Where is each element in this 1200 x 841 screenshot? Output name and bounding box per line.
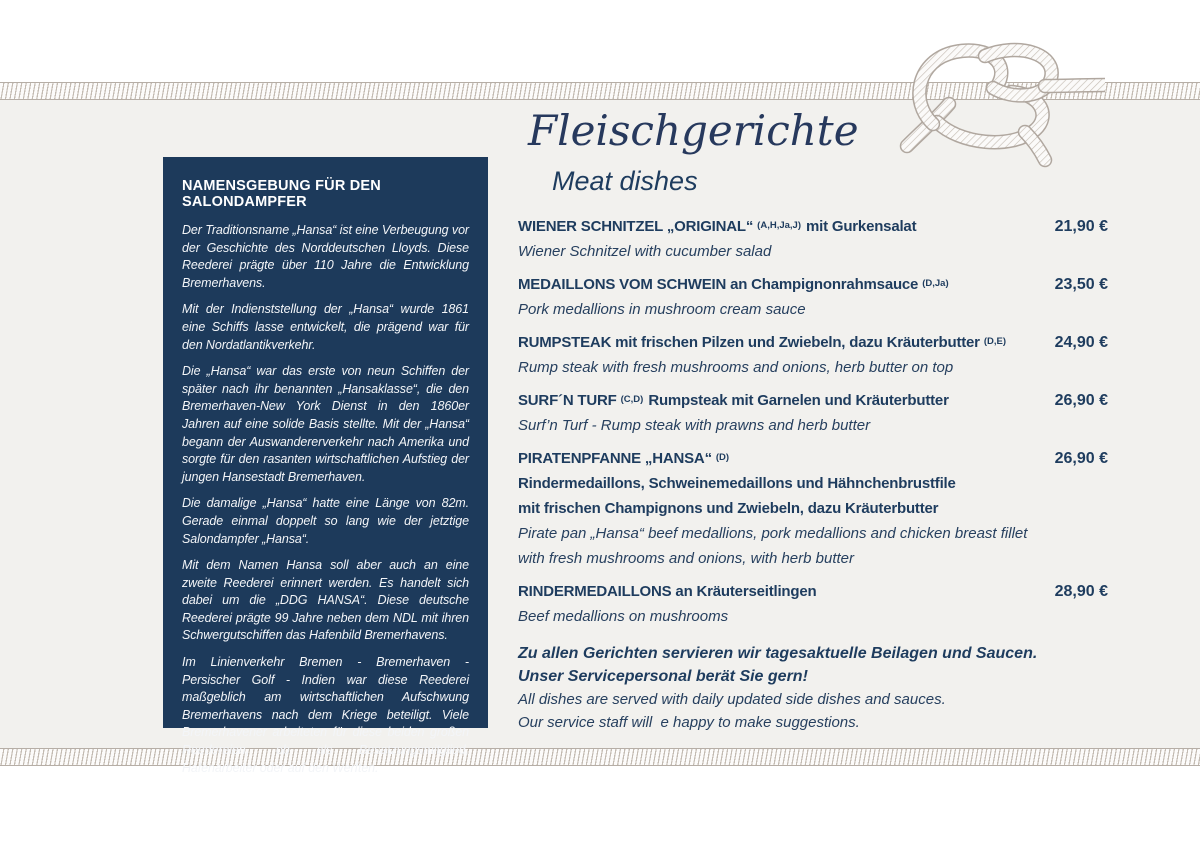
page-title-script: Fleischgerichte — [528, 106, 859, 155]
dish-name-suffix: mit Gurkensalat — [806, 218, 917, 235]
dish-description: Surf’n Turf - Rump steak with prawns and herb butter — [518, 417, 871, 434]
dish-name: MEDAILLONS VOM SCHWEIN an Champignonrahmsauce — [518, 276, 919, 293]
dish-description: Pork medallions in mushroom cream sauce — [518, 301, 806, 318]
dish-name-suffix: Rumpsteak mit Garnelen und Kräuterbutter — [648, 392, 949, 409]
dish-title-row — [518, 388, 1108, 413]
dish-title-row — [518, 214, 1108, 239]
service-notes — [518, 642, 1108, 734]
dish-price: 21,90 € — [1054, 218, 1108, 235]
menu-item — [518, 272, 1108, 322]
dish-price: 24,90 € — [1054, 334, 1108, 351]
dish-price: 28,90 € — [1054, 583, 1108, 600]
allergen-superscript: (C,D) — [620, 394, 644, 405]
service-note-en: All dishes are served with daily updated side dishes and sauces. — [518, 691, 946, 708]
rope-knot-icon — [893, 26, 1105, 168]
dish-title-row — [518, 330, 1108, 355]
menu-item — [518, 330, 1108, 380]
info-paragraph: Die „Hansa“ war das erste von neun Schiffen der später nach ihr benannten „Hansaklasse“, die den Bremerhaven-New York Dienst in den 1860er Jahren auf eine solide Basis stellte. Mit der „Hansa“ begann der Auswandererverkehr nach Amerika und sorgte für den rasanten wirtschaftlichen Aufstieg der jungen Hansestadt Bremerhaven. — [182, 364, 469, 484]
info-paragraph: Mit dem Namen Hansa soll aber auch an eine zweite Reederei erinnert werden. Es handelt sich dabei um die „DDG HANSA“. Diese deutsche Reederei prägte 99 Jahre neben dem NDL mit ihren Schwergutschiffen das Hafenbild Bremerhavens. — [182, 558, 469, 643]
dish-description: with fresh mushrooms and onions, with herb butter — [518, 550, 854, 567]
allergen-superscript: (D,Ja) — [922, 278, 949, 289]
dish-description: Beef medallions on mushrooms — [518, 608, 729, 625]
dish-name: RUMPSTEAK mit frischen Pilzen und Zwiebeln, dazu Kräuterbutter — [518, 334, 980, 351]
dish-name: RINDERMEDAILLONS an Kräuterseitlingen — [518, 583, 817, 600]
info-paragraph: Die damalige „Hansa“ hatte eine Länge von 82m. Gerade einmal doppelt so lang wie der jetztige Salondampfer „Hansa“. — [182, 496, 469, 546]
allergen-superscript: (D,E) — [983, 336, 1006, 347]
allergen-superscript: (D) — [715, 452, 730, 463]
dish-price: 26,90 € — [1054, 392, 1108, 409]
dish-title-row — [518, 446, 1108, 471]
dish-description: Wiener Schnitzel with cucumber salad — [518, 243, 772, 260]
dish-description: Pirate pan „Hansa“ beef medallions, pork medallions and chicken breast fillet — [518, 525, 1028, 542]
dish-description: Rump steak with fresh mushrooms and onions, herb butter on top — [518, 359, 954, 376]
dish-detail-line: mit frischen Champignons und Zwiebeln, dazu Kräuterbutter — [518, 500, 939, 517]
info-paragraph: Im Linienverkehr Bremen - Bremerhaven - Persischer Golf - Indien war diese Reederei maßgeblich am wirtschaftlichen Aufschwung Bremerhavens nach dem Kriege beteiligt. Viele Bremerhavener arbeiteten für diese beiden großen Reedereien, ob als Besatzungsmitglied, Hafenarbeiter oder auf den Werften. — [182, 655, 469, 775]
dish-name: SURF´N TURF — [518, 392, 617, 409]
dish-detail-line: Rindermedaillons, Schweinemedaillons und Hähnchenbrustfile — [518, 475, 956, 492]
rope-border-bottom-icon — [0, 748, 1200, 766]
service-note-en: Our service staff will e happy to make suggestions. — [518, 714, 860, 731]
info-paragraph: Mit der Indienststellung der „Hansa“ wurde 1861 eine Schiffs lasse entwickelt, die prägend war für den Nordatlantikverkehr. — [182, 302, 469, 352]
service-note-de: Unser Servicepersonal berät Sie gern! — [518, 668, 808, 685]
dish-name: WIENER SCHNITZEL „ORIGINAL“ — [518, 218, 754, 235]
info-panel-title: NAMENSGEBUNG FÜR DEN SALONDAMPFER — [182, 178, 381, 210]
service-note-de: Zu allen Gerichten servieren wir tagesaktuelle Beilagen und Saucen. — [518, 645, 1038, 662]
menu-item — [518, 214, 1108, 264]
dish-price: 26,90 € — [1054, 450, 1108, 467]
menu-list — [518, 214, 1108, 734]
info-panel — [163, 157, 488, 775]
page-subtitle: Meat dishes — [552, 166, 698, 196]
dish-name: PIRATENPFANNE „HANSA“ — [518, 450, 712, 467]
dish-title-row — [518, 579, 1108, 604]
dish-title-row — [518, 272, 1108, 297]
menu-item — [518, 579, 1108, 629]
menu-item — [518, 388, 1108, 438]
menu-item — [518, 446, 1108, 571]
info-paragraph: Der Traditionsname „Hansa“ ist eine Verbeugung vor der Geschichte des Norddeutschen Lloyds. Diese Reederei prägte über 110 Jahre die Entwicklung Bremerhavens. — [182, 223, 469, 290]
dish-price: 23,50 € — [1054, 276, 1108, 293]
allergen-superscript: (A,H,Ja,J) — [757, 220, 801, 231]
